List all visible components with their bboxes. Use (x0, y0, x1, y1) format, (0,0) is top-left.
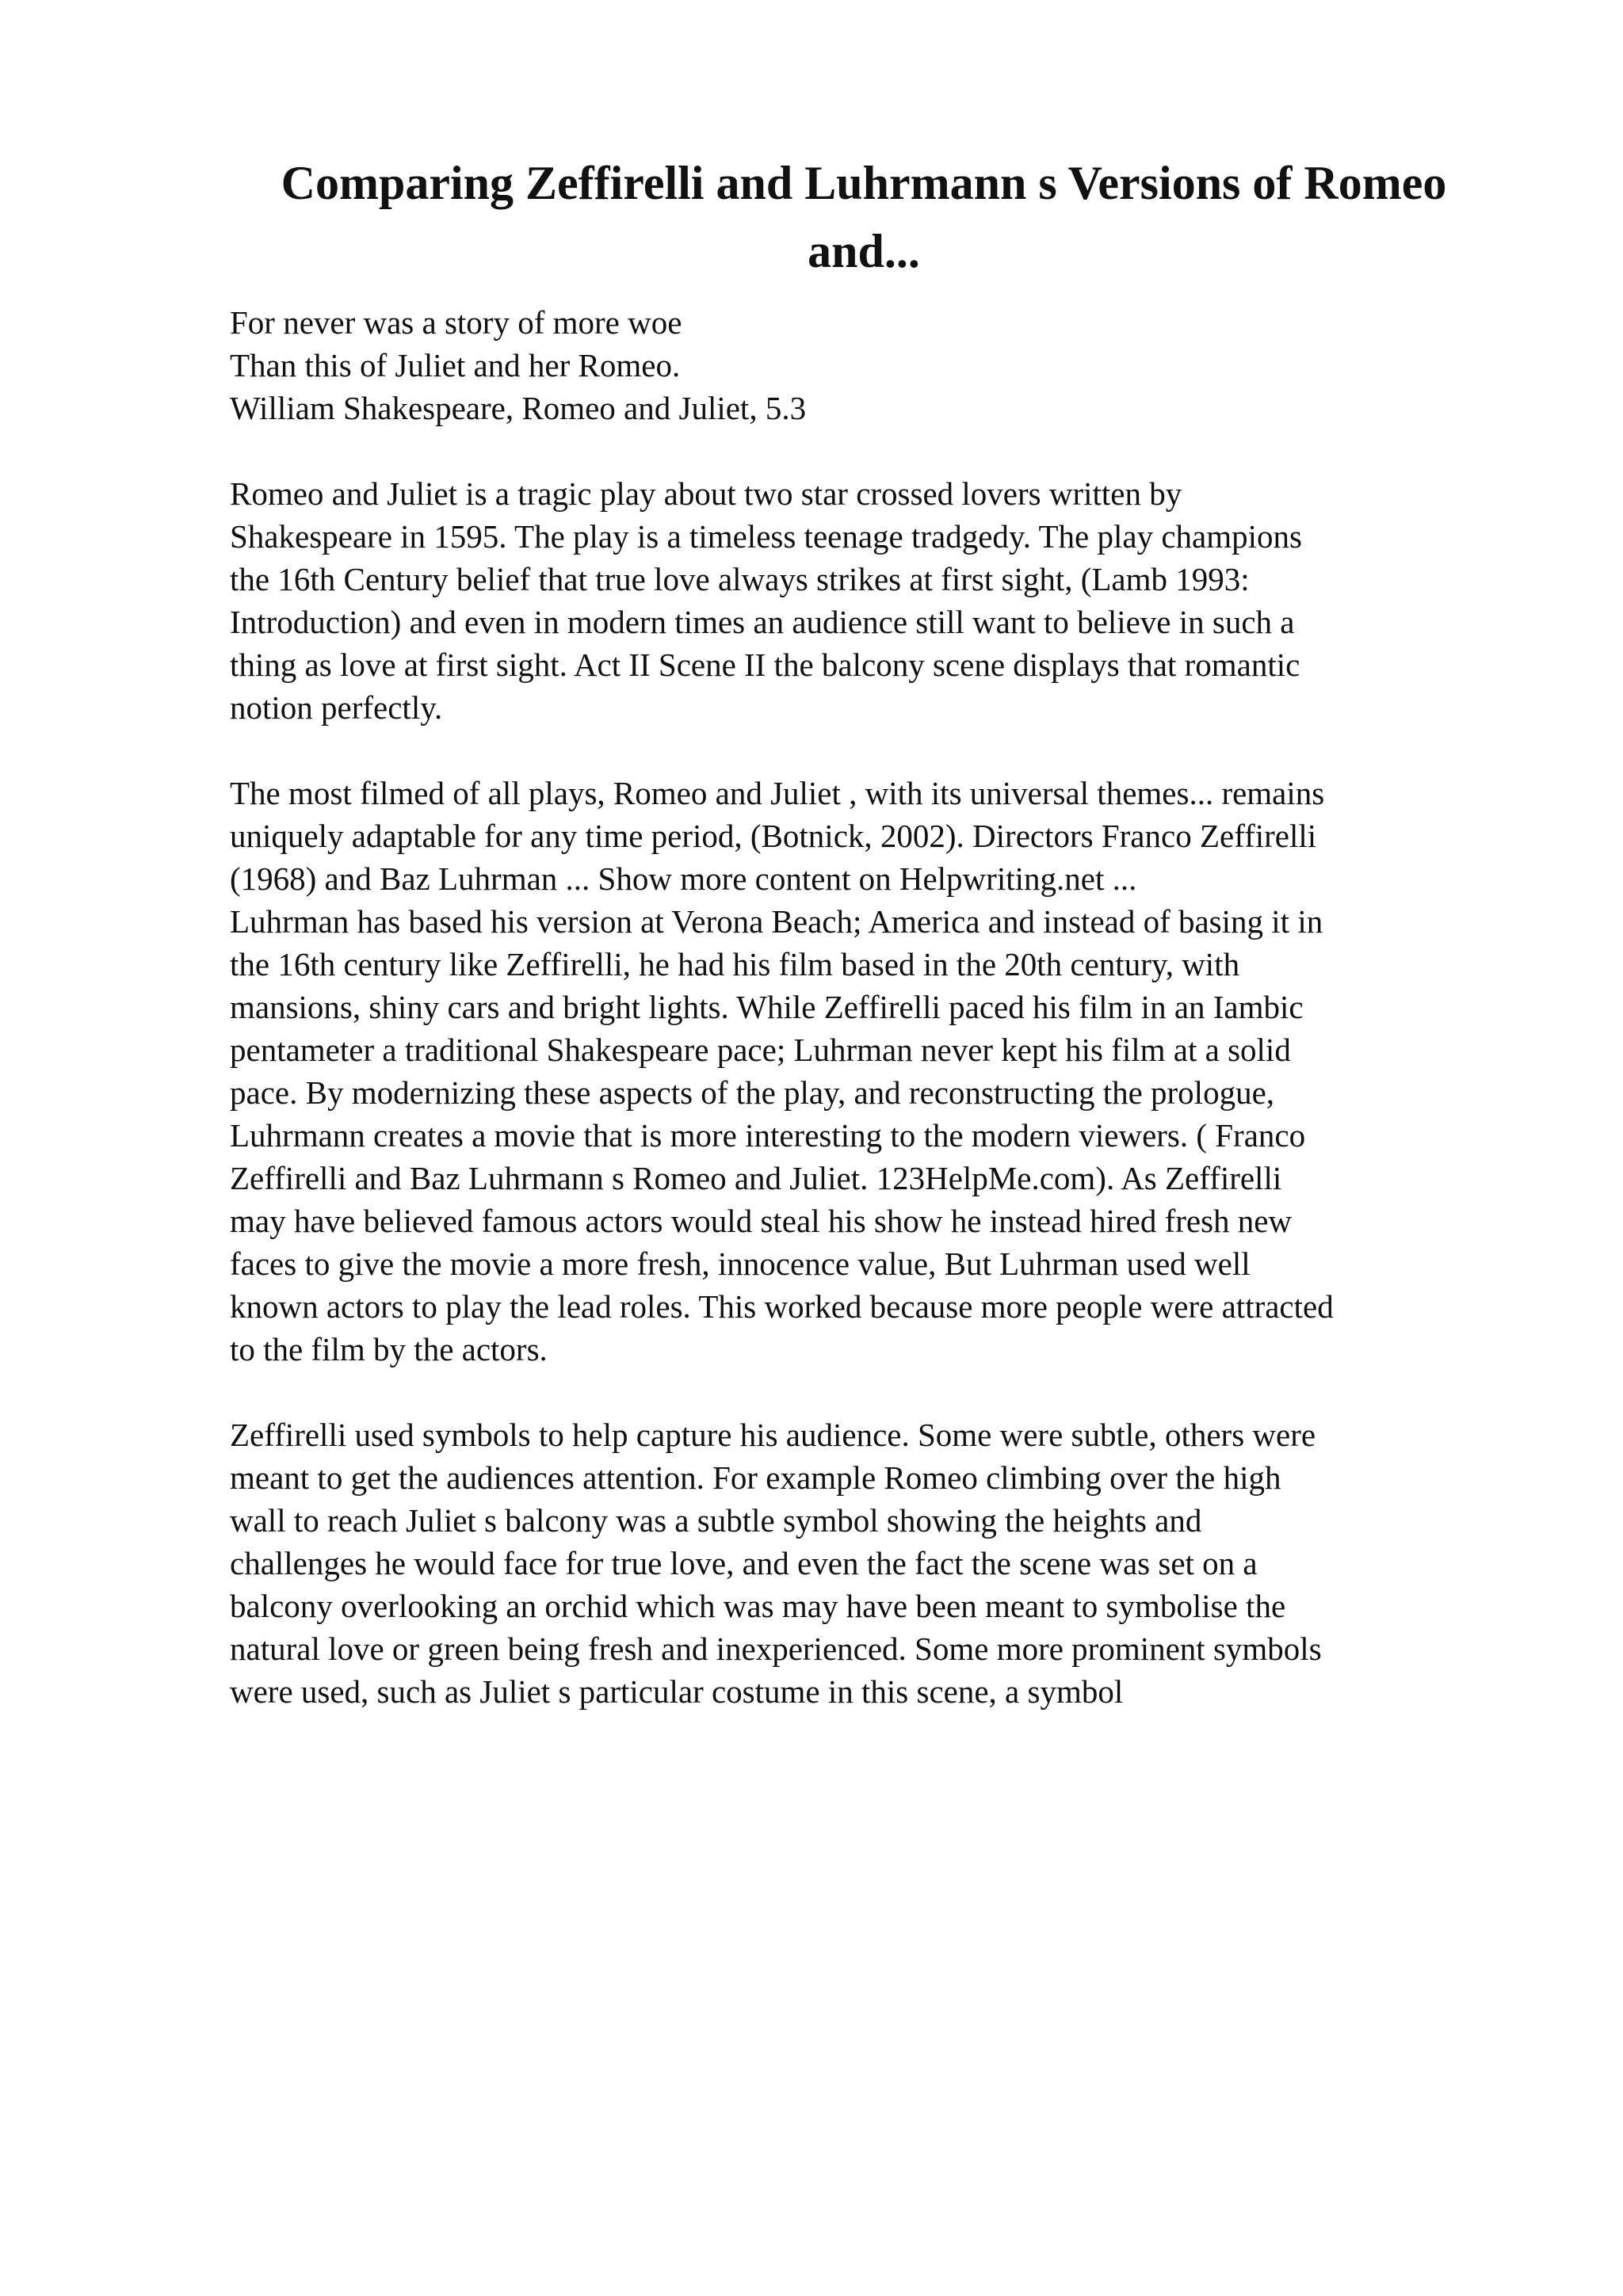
paragraph-line: Luhrmann creates a movie that is more interesting to the modern viewers. ( Franco (230, 1117, 1306, 1154)
paragraph-line: thing as love at first sight. Act II Scene II the balcony scene displays that romantic (230, 646, 1300, 683)
title-line: and... (808, 225, 920, 277)
paragraph-comparison (230, 772, 1514, 1371)
paragraph-line: (1968) and Baz Luhrman ... Show more content on Helpwriting.net ... (230, 860, 1137, 897)
paragraph-line: Romeo and Juliet is a tragic play about two star crossed lovers written by (230, 475, 1182, 512)
paragraph-line: were used, such as Juliet s particular costume in this scene, a symbol (230, 1673, 1124, 1710)
document-title (230, 149, 1498, 285)
epigraph-line: For never was a story of more woe (230, 304, 682, 341)
paragraph-line: notion perfectly. (230, 689, 443, 726)
title-line: Comparing Zeffirelli and Luhrmann s Versions of Romeo (281, 157, 1447, 209)
paragraph-line: Zeffirelli used symbols to help capture his audience. Some were subtle, others were (230, 1417, 1316, 1453)
epigraph (230, 301, 1514, 429)
paragraph-line: Shakespeare in 1595. The play is a timeless teenage tradgedy. The play champions (230, 518, 1302, 555)
paragraph-line: meant to get the audiences attention. For example Romeo climbing over the high (230, 1459, 1281, 1496)
paragraph-line: natural love or green being fresh and inexperienced. Some more prominent symbols (230, 1630, 1322, 1667)
paragraph-line: Zeffirelli and Baz Luhrmann s Romeo and Juliet. 123HelpMe.com). As Zeffirelli (230, 1160, 1282, 1196)
paragraph-line: known actors to play the lead roles. This worked because more people were attracted (230, 1288, 1334, 1325)
paragraph-line: may have believed famous actors would steal his show he instead hired fresh new (230, 1203, 1293, 1239)
paragraph-line: the 16th Century belief that true love always strikes at first sight, (Lamb 1993: (230, 561, 1250, 597)
paragraph-line: challenges he would face for true love, and even the fact the scene was set on a (230, 1545, 1258, 1581)
paragraph-symbols (230, 1413, 1514, 1713)
paragraph-line: faces to give the movie a more fresh, innocence value, But Luhrman used well (230, 1245, 1251, 1282)
paragraph-line: Luhrman has based his version at Verona Beach; America and instead of basing it in (230, 903, 1323, 940)
paragraph-line: uniquely adaptable for any time period, (Botnick, 2002). Directors Franco Zeffirelli (230, 818, 1317, 854)
paragraph-line: The most filmed of all plays, Romeo and Juliet , with its universal themes... remains (230, 775, 1325, 811)
paragraph-line: balcony overlooking an orchid which was may have been meant to symbolise the (230, 1588, 1286, 1624)
paragraph-line: Introduction) and even in modern times an audience still want to believe in such a (230, 604, 1295, 640)
paragraph-line: mansions, shiny cars and bright lights. While Zeffirelli paced his film in an Iambic (230, 989, 1304, 1025)
document-body (230, 301, 1514, 1756)
epigraph-attribution: William Shakespeare, Romeo and Juliet, 5.3 (230, 390, 807, 426)
paragraph-line: to the film by the actors. (230, 1331, 548, 1367)
paragraph-introduction (230, 472, 1514, 729)
paragraph-line: pentameter a traditional Shakespeare pace; Luhrman never kept his film at a solid (230, 1032, 1291, 1068)
epigraph-line: Than this of Juliet and her Romeo. (230, 347, 681, 383)
paragraph-line: wall to reach Juliet s balcony was a subtle symbol showing the heights and (230, 1502, 1202, 1539)
paragraph-line: pace. By modernizing these aspects of the play, and reconstructing the prologue, (230, 1074, 1275, 1111)
paragraph-line: the 16th century like Zeffirelli, he had his film based in the 20th century, with (230, 946, 1240, 982)
